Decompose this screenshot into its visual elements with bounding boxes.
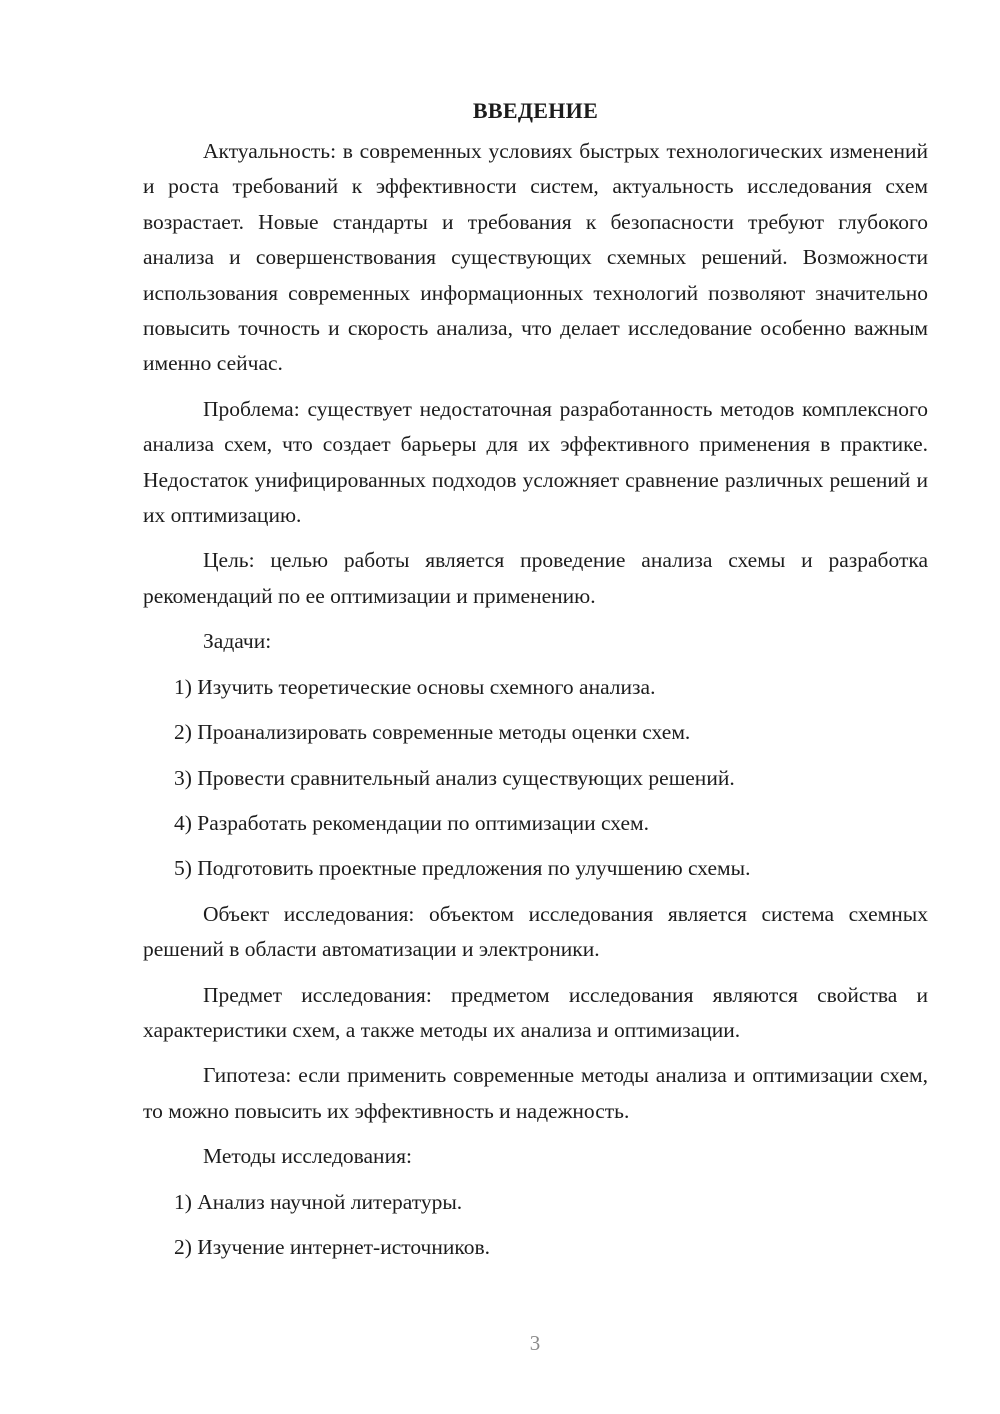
tasks-heading: Задачи: bbox=[203, 629, 272, 654]
subject-paragraph: Предмет исследования: предметом исследования являются свойства и характеристики схем, а также методы их анализа и оптимизации. bbox=[143, 982, 928, 1042]
task-item: 4) Разработать рекомендации по оптимизации схем. bbox=[174, 810, 650, 835]
task-item: 1) Изучить теоретические основы схемного анализа. bbox=[174, 674, 656, 699]
document-page bbox=[143, 93, 928, 1275]
method-item: 2) Изучение интернет-источников. bbox=[174, 1234, 491, 1259]
method-item: 1) Анализ научной литературы. bbox=[174, 1189, 463, 1214]
page-number: 3 bbox=[529, 1331, 541, 1355]
object-paragraph: Объект исследования: объектом исследования является система схемных решений в области автоматизации и электроники. bbox=[143, 901, 928, 962]
task-item: 3) Провести сравнительный анализ существующих решений. bbox=[174, 765, 735, 790]
relevance-paragraph: Актуальность: в современных условиях быстрых технологических изменений и роста требований к эффективности систем, актуальность исследования схем возрастает. Новые стандарты и требования к безопасности требуют глубокого анализа и совершенствования существующих схемных решений. Возможности использования современных информационных технологий позволяют значительно повысить точность и скорость анализа, что делает исследование особенно важным именно сейчас. bbox=[143, 139, 928, 376]
hypothesis-paragraph: Гипотеза: если применить современные методы анализа и оптимизации схем, то можно повысить их эффективность и надежность. bbox=[143, 1063, 928, 1123]
task-item: 5) Подготовить проектные предложения по улучшению схемы. bbox=[174, 856, 751, 881]
page-title: ВВЕДЕНИЕ bbox=[472, 98, 599, 123]
goal-paragraph: Цель: целью работы является проведение анализа схемы и разработка рекомендаций по ее оптимизации и применению. bbox=[143, 548, 928, 608]
task-item: 2) Проанализировать современные методы оценки схем. bbox=[174, 720, 691, 745]
problem-paragraph: Проблема: существует недостаточная разработанность методов комплексного анализа схем, что создает барьеры для их эффективного применения в практике. Недостаток унифицированных подходов усложняет сравнение различных решений и их оптимизацию. bbox=[143, 396, 928, 528]
methods-heading: Методы исследования: bbox=[203, 1144, 412, 1169]
